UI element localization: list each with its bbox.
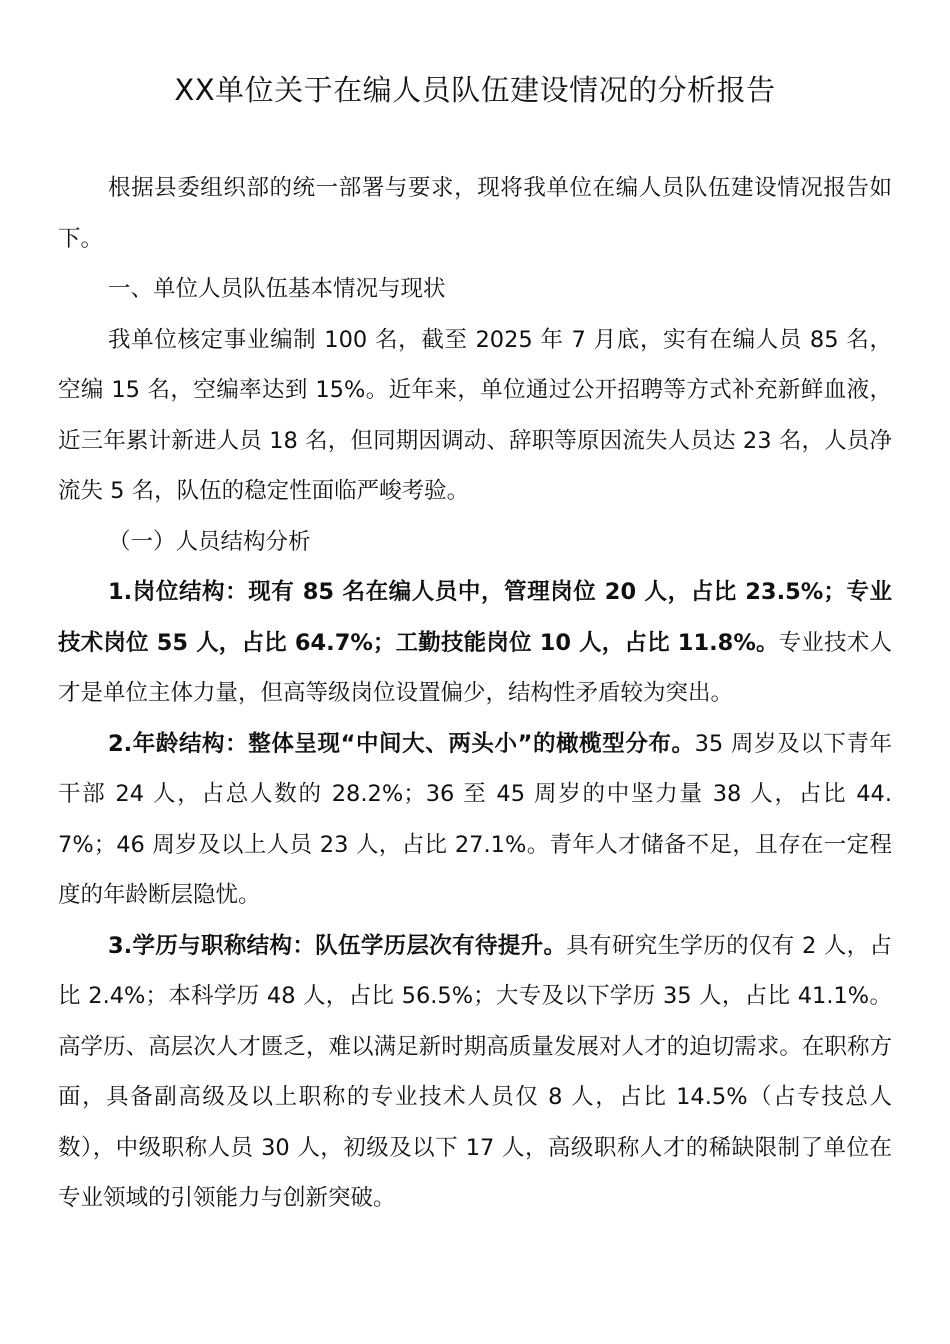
item-3-paragraph — [58, 921, 892, 1224]
item-2-paragraph — [58, 719, 892, 921]
document-page — [58, 0, 892, 1211]
section-heading-1: 一、单位人员队伍基本情况与现状 — [108, 276, 446, 302]
item-3-body: 具有研究生学历的仅有 2 人，占比 2.4%；本科学历 48 人，占比 56.5%；大专及以下学历 35 人，占比 41.1%。高学历、高层次人才匮乏，难以满足新时期高质量发展对人才的迫切需求。在职称方面，具备副高级及以上职称的专业技术人员仅 8 人，占比 14.5%（占专技总人数），中级职称人员 30 人，初级及以下 17 人，高级职称人才的稀缺限制了单位在专业领域的引领能力与创新突破。 — [58, 932, 892, 1211]
item-1-body: 专业技术人才是单位主体力量，但高等级岗位设置偏少，结构性矛盾较为突出。 — [58, 629, 892, 706]
subsection-heading-1: （一）人员结构分析 — [108, 528, 311, 555]
item-2-lead: 2.年龄结构：整体呈现“中间大、两头小”的橄榄型分布。 — [108, 730, 695, 757]
section-1-paragraph: 我单位核定事业编制 100 名，截至 2025 年 7 月底，实有在编人员 85 名，空编 15 名，空编率达到 15%。近年来，单位通过公开招聘等方式补充新鲜血液，近三年累计新进人员 18 名，但同期因调动、辞职等原因流失人员达 23 名，人员净流失 5 名，队伍的稳定性面临严峻考验。 — [58, 326, 892, 504]
intro-paragraph: 根据县委组织部的统一部署与要求，现将我单位在编人员队伍建设情况报告如下。 — [58, 175, 892, 252]
item-1-lead: 1.岗位结构：现有 85 名在编人员中，管理岗位 20 人，占比 23.5%；专业技术岗位 55 人，占比 64.7%；工勤技能岗位 10 人，占比 11.8%。 — [58, 579, 892, 656]
item-3-lead: 3.学历与职称结构：队伍学历层次有待提升。 — [108, 932, 567, 959]
document-body — [58, 163, 892, 1224]
item-2-body: 35 周岁及以下青年干部 24 人，占总人数的 28.2%；36 至 45 周岁的中坚力量 38 人，占比 44.7%；46 周岁及以上人员 23 人，占比 27.1%。青年人才储备不足，且存在一定程度的年龄断层隐忧。 — [58, 730, 892, 908]
item-1-paragraph — [58, 567, 892, 719]
document-title: XX单位关于在编人员队伍建设情况的分析报告 — [174, 73, 776, 107]
